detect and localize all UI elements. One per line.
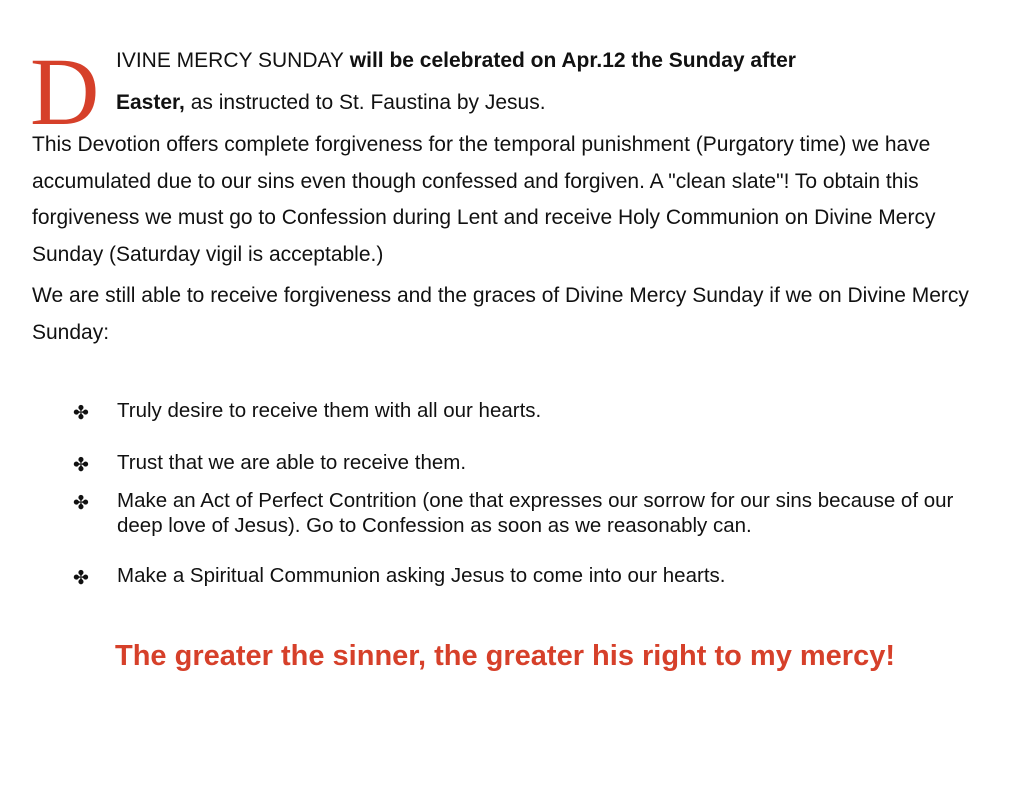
heading-date-text: will be celebrated on Apr.12 the Sunday after bbox=[343, 49, 796, 72]
heading-title: IVINE MERCY SUNDAY bbox=[116, 49, 344, 72]
list-item bbox=[70, 488, 970, 538]
conditions-list bbox=[70, 398, 970, 588]
cross-bullet-icon: ✤ bbox=[73, 454, 89, 476]
cross-bullet-icon: ✤ bbox=[73, 567, 89, 589]
list-item-text: Trust that we are able to receive them. bbox=[117, 451, 467, 474]
list-item-text: Make a Spiritual Communion asking Jesus to come into our hearts. bbox=[117, 564, 726, 587]
heading-line-2 bbox=[116, 90, 546, 116]
heading-line-1 bbox=[116, 48, 796, 74]
cross-bullet-icon: ✤ bbox=[73, 492, 89, 514]
list-item bbox=[70, 398, 970, 423]
mercy-quote: The greater the sinner, the greater his right to my mercy! bbox=[115, 640, 895, 672]
list-item bbox=[70, 563, 970, 588]
paragraph-devotion: This Devotion offers complete forgiveness for the temporal punishment (Purgatory time) we have accumulated due to our sins even though confessed and forgiven. A "clean slate"! To obtain this forgiveness we must go to Confession during Lent and receive Holy Communion on Divine Mercy Sunday (Saturday vigil is acceptable.) bbox=[32, 133, 936, 266]
heading-rest: as instructed to St. Faustina by Jesus. bbox=[184, 91, 546, 114]
list-item bbox=[70, 450, 970, 475]
cross-bullet-icon: ✤ bbox=[73, 402, 89, 424]
list-item-text: Truly desire to receive them with all our hearts. bbox=[117, 399, 542, 422]
list-item-text: Make an Act of Perfect Contrition (one that expresses our sorrow for our sins because of our deep love of Jesus). Go to Confession as soon as we reasonably can. bbox=[117, 489, 954, 537]
heading-easter: Easter, bbox=[116, 91, 185, 114]
paragraph-still-able: We are still able to receive forgiveness and the graces of Divine Mercy Sunday if we on Divine Mercy Sunday: bbox=[32, 284, 969, 344]
drop-cap-letter: D bbox=[30, 38, 100, 145]
